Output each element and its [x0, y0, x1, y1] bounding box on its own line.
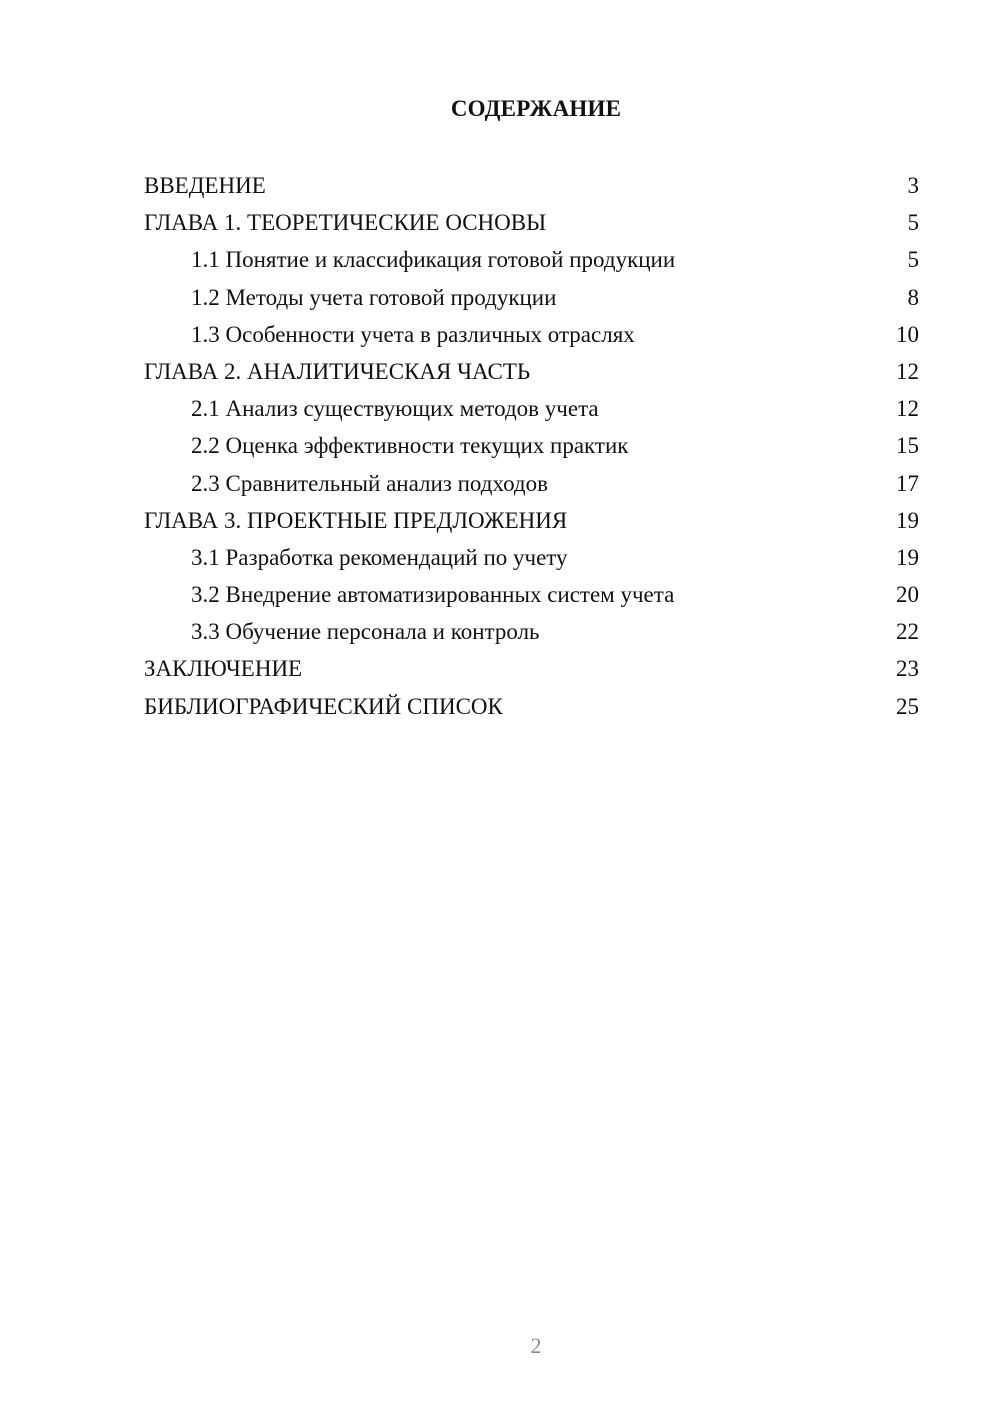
- toc-subentry[interactable]: [144, 390, 919, 427]
- toc-entry-page: 8: [907, 284, 919, 310]
- toc-entry-label: 2.2 Оценка эффективности текущих практик: [191, 433, 629, 459]
- toc-entry-page: 20: [896, 582, 919, 608]
- toc-entry[interactable]: [144, 167, 919, 204]
- toc-entry-label: 3.1 Разработка рекомендаций по учету: [191, 544, 568, 570]
- toc-entry[interactable]: [144, 502, 919, 539]
- toc-entry-label: 3.3 Обучение персонала и контроль: [191, 619, 540, 645]
- toc-entry-label: 1.3 Особенности учета в различных отраслях: [191, 321, 635, 347]
- toc-entry-page: 17: [896, 470, 919, 496]
- toc-subentry[interactable]: [144, 241, 919, 278]
- toc-subentry[interactable]: [144, 576, 919, 613]
- toc-entry-label: ГЛАВА 3. ПРОЕКТНЫЕ ПРЕДЛОЖЕНИЯ: [144, 507, 568, 533]
- toc-entry-page: 12: [896, 396, 919, 422]
- toc-entry-page: 3: [907, 173, 919, 198]
- toc-subentry[interactable]: [144, 316, 919, 353]
- toc-entry-page: 22: [896, 619, 919, 645]
- toc-entry-label: 2.1 Анализ существующих методов учета: [191, 396, 599, 422]
- toc-subentry[interactable]: [144, 613, 919, 650]
- table-of-contents: [144, 167, 919, 725]
- toc-title: СОДЕРЖАНИЕ: [450, 96, 622, 121]
- toc-entry-page: 19: [896, 544, 919, 570]
- toc-entry-label: ГЛАВА 2. АНАЛИТИЧЕСКАЯ ЧАСТЬ: [144, 358, 531, 384]
- toc-entry-page: 19: [896, 507, 919, 533]
- toc-entry[interactable]: [144, 688, 919, 725]
- toc-entry-page: 23: [896, 656, 919, 682]
- toc-entry[interactable]: [144, 204, 919, 241]
- toc-entry-page: 5: [907, 247, 919, 273]
- toc-entry-page: 10: [896, 321, 919, 347]
- toc-entry-label: 1.1 Понятие и классификация готовой продукции: [191, 247, 676, 273]
- toc-entry-label: ВВЕДЕНИЕ: [144, 173, 266, 198]
- toc-entry-page: 15: [896, 433, 919, 459]
- toc-subentry[interactable]: [144, 539, 919, 576]
- toc-entry-page: 25: [896, 693, 919, 719]
- toc-entry-label: ЗАКЛЮЧЕНИЕ: [144, 656, 303, 682]
- toc-entry-label: 1.2 Методы учета готовой продукции: [191, 284, 557, 310]
- toc-entry[interactable]: [144, 650, 919, 687]
- toc-entry-page: 12: [896, 358, 919, 384]
- toc-entry[interactable]: [144, 353, 919, 390]
- toc-subentry[interactable]: [144, 279, 919, 316]
- toc-entry-label: 3.2 Внедрение автоматизированных систем учета: [191, 582, 675, 608]
- page-number: 2: [530, 1333, 542, 1358]
- toc-subentry[interactable]: [144, 427, 919, 464]
- toc-entry-page: 5: [907, 210, 919, 236]
- toc-entry-label: ГЛАВА 1. ТЕОРЕТИЧЕСКИЕ ОСНОВЫ: [144, 210, 547, 236]
- toc-entry-label: БИБЛИОГРАФИЧЕСКИЙ СПИСОК: [144, 693, 503, 719]
- toc-subentry[interactable]: [144, 465, 919, 502]
- toc-entry-label: 2.3 Сравнительный анализ подходов: [191, 470, 548, 496]
